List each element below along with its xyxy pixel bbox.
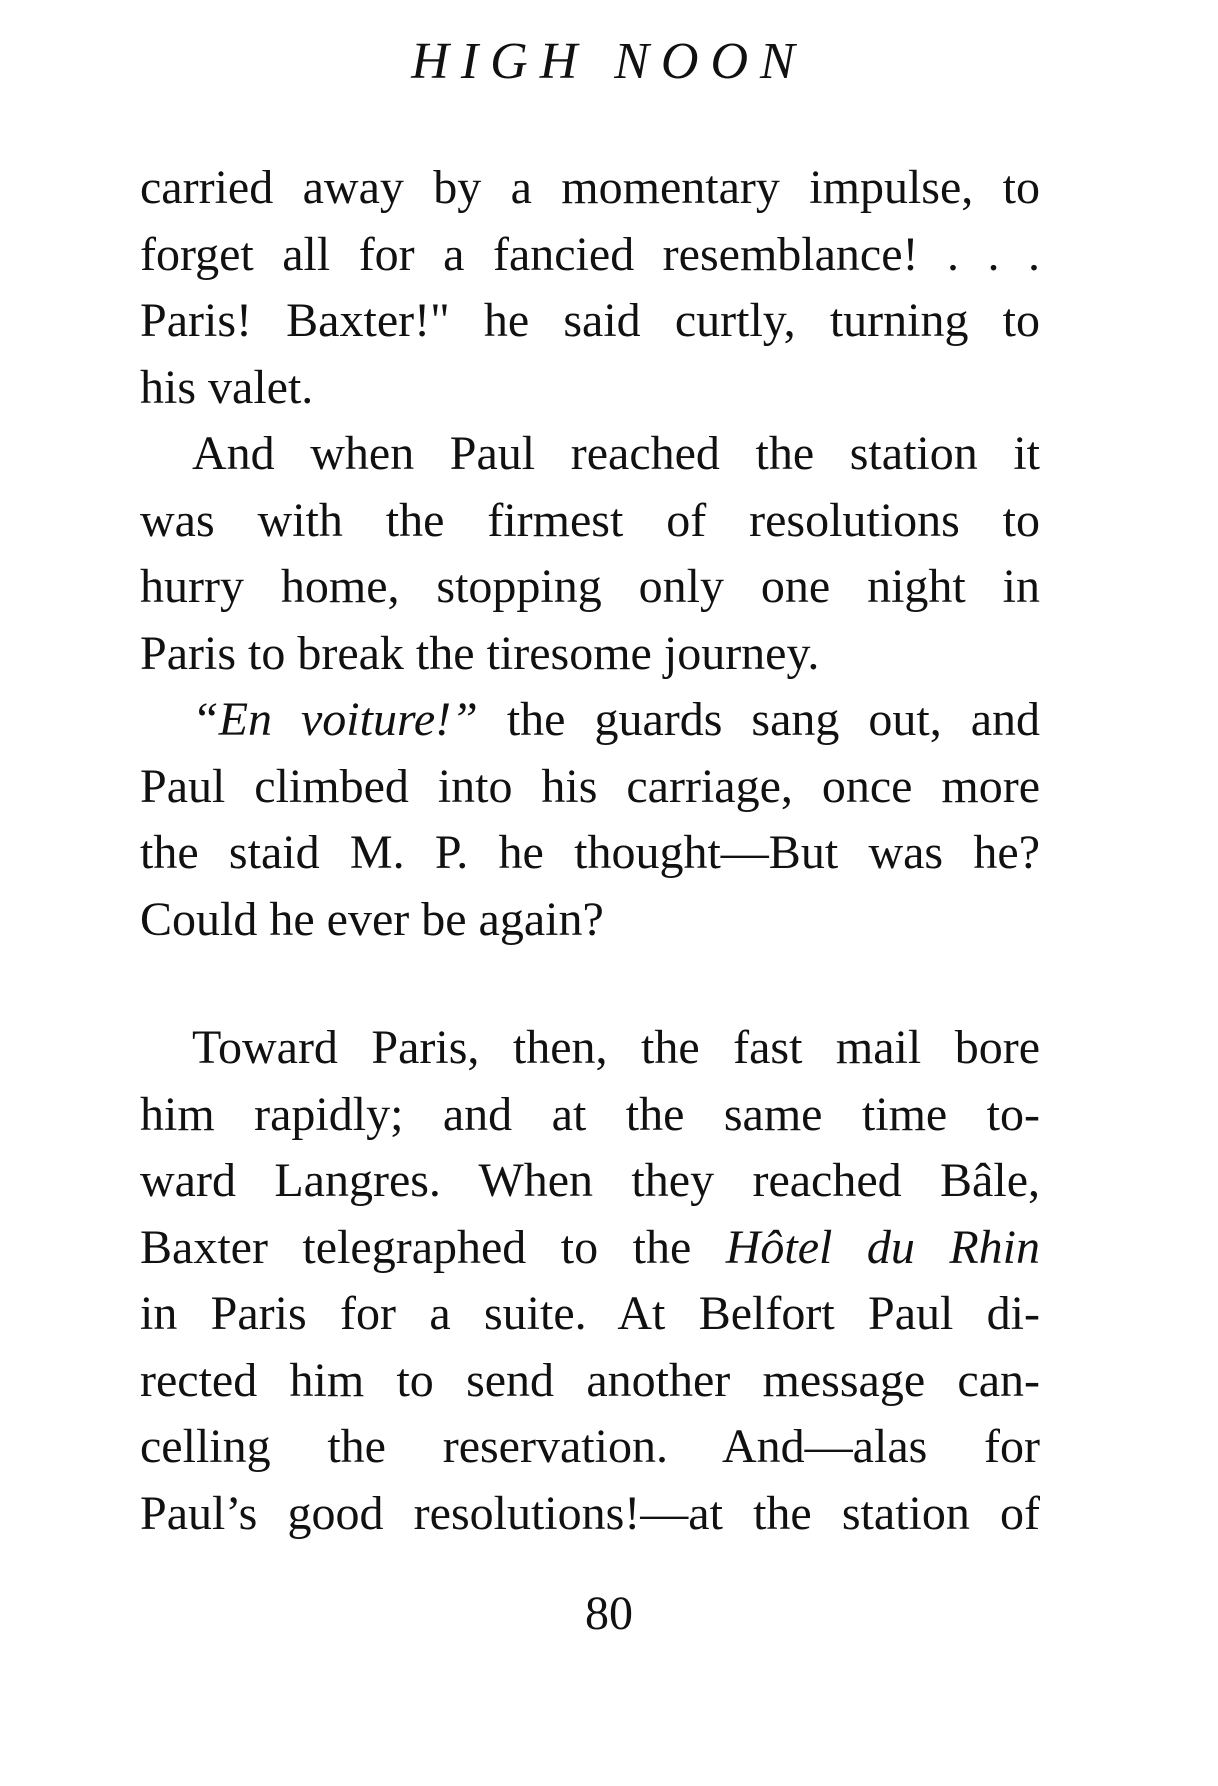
italic-phrase: “En voiture!”	[192, 693, 478, 746]
text-line: forget all for a fancied resemblance! . . .	[140, 227, 1040, 281]
text-line: him rapidly; and at the same time to-	[140, 1087, 1040, 1141]
text-line: ward Langres. When they reached Bâle,	[140, 1154, 1040, 1207]
text-line: was with the firmest of resolutions to	[140, 493, 1040, 547]
text-line: carried away by a momentary impulse, to	[140, 161, 1040, 214]
text-line: Paris to break the tiresome journey.	[140, 626, 820, 680]
text-block-upper	[140, 155, 1040, 953]
text-line: hurry home, stopping only one night in	[140, 560, 1040, 613]
text-fragment: Baxter telegraphed to the	[140, 1220, 726, 1274]
text-line	[140, 1215, 1040, 1282]
text-line: in Paris for a suite. At Belfort Paul di-	[140, 1287, 1040, 1340]
text-line: Toward Paris, then, the fast mail bore	[192, 1021, 1040, 1074]
page-number: 80	[585, 1587, 633, 1640]
text-line: celling the reservation. And—alas for	[140, 1420, 1040, 1473]
text-line: And when Paul reached the station it	[192, 427, 1040, 480]
text-line: rected him to send another message can-	[140, 1353, 1040, 1407]
text-line: his valet.	[140, 360, 314, 414]
text-line: Paul climbed into his carriage, once more	[140, 759, 1040, 813]
italic-phrase: Hôtel du Rhin	[725, 1220, 1040, 1274]
running-head: HIGH NOON	[411, 33, 807, 90]
text-line: Paris! Baxter!" he said curtly, turning to	[140, 294, 1040, 347]
text-line: Could he ever be again?	[140, 892, 604, 946]
text-block-lower	[140, 1015, 1040, 1547]
text-line: the staid M. P. he thought—But was he?	[140, 826, 1040, 879]
text-line: Paul’s good resolutions!—at the station of	[140, 1486, 1040, 1540]
text-fragment: the guards sang out, and	[477, 693, 1041, 746]
text-line	[140, 687, 1040, 754]
